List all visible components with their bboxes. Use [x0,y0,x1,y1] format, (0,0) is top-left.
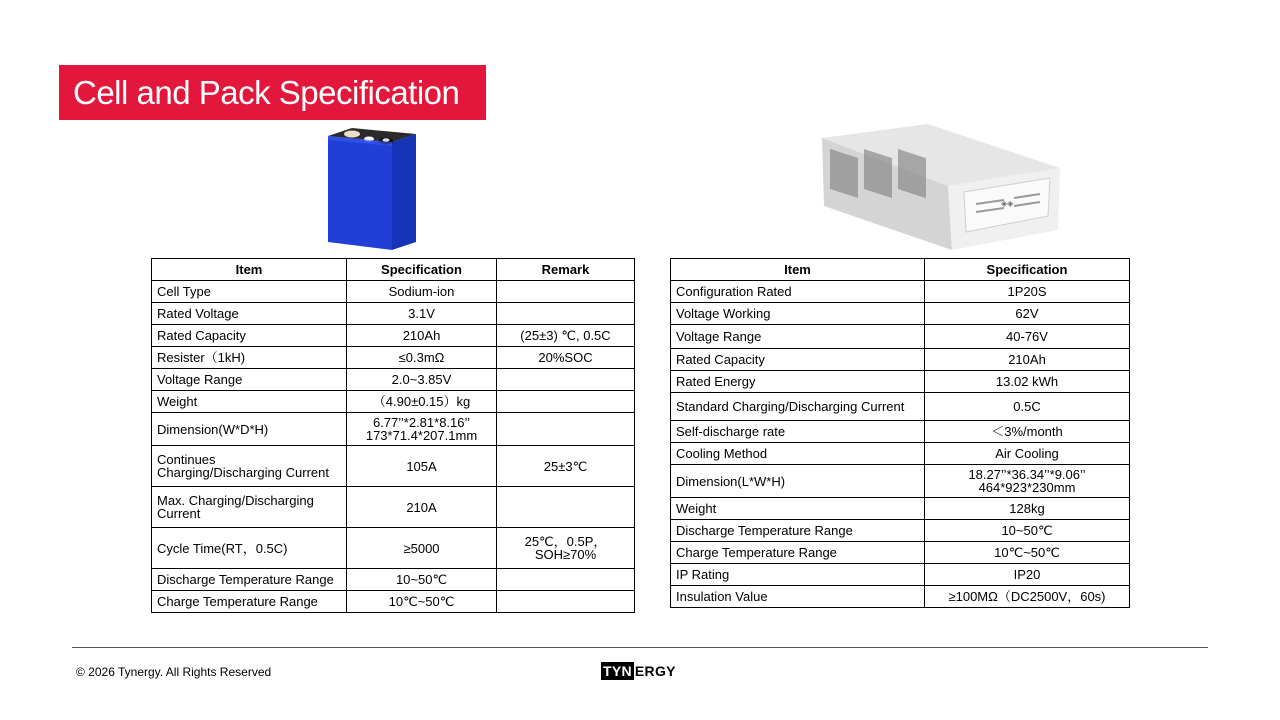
table-row [671,465,1130,498]
cell-spec: 18.27’’*36.34’’*9.06’’ 464*923*230mm [925,465,1130,498]
cell-item: Cycle Time(RT，0.5C) [152,528,347,569]
table-row [671,443,1130,465]
header-item: Item [671,259,925,281]
table-row [152,487,635,528]
header-specification: Specification [347,259,497,281]
cell-spec: 210Ah [347,325,497,347]
cell-item: Voltage Range [671,325,925,349]
table-row [671,281,1130,303]
table-row [671,542,1130,564]
page-title: Cell and Pack Specification [73,73,460,111]
svg-text:◈◈: ◈◈ [1001,199,1014,208]
table-row [152,569,635,591]
cell-spec: （4.90±0.15）kg [347,391,497,413]
cell-spec: 62V [925,303,1130,325]
cell-item: Voltage Working [671,303,925,325]
cell-item: Cooling Method [671,443,925,465]
battery-pack-image [818,120,1062,254]
table-row [671,303,1130,325]
cell-remark [497,591,635,613]
cell-spec: ≤0.3mΩ [347,347,497,369]
table-row [671,498,1130,520]
cell-spec: 3.1V [347,303,497,325]
cell-spec: ＜3%/month [925,421,1130,443]
cell-remark: 25±3℃ [497,446,635,487]
cell-spec: 6.77’’*2.81*8.16’’ 173*71.4*207.1mm [347,413,497,446]
table-row [671,349,1130,371]
title-banner [59,65,486,120]
cell-item: Dimension(L*W*H) [671,465,925,498]
cell-remark [497,369,635,391]
header-item: Item [152,259,347,281]
table-row [152,281,635,303]
cell-item: Max. Charging/Discharging Current [152,487,347,528]
table-row [152,303,635,325]
table-row [152,413,635,446]
table-row [152,446,635,487]
cell-item: Discharge Temperature Range [671,520,925,542]
table-row [671,564,1130,586]
cell-item: Standard Charging/Discharging Current [671,393,925,421]
cell-spec: 10~50℃ [347,569,497,591]
cell-spec: 105A [347,446,497,487]
table-row [671,421,1130,443]
table-row [152,528,635,569]
cell-item: Charge Temperature Range [152,591,347,613]
cell-item: Configuration Rated [671,281,925,303]
cell-spec: 128kg [925,498,1130,520]
cell-spec: 10~50℃ [925,520,1130,542]
cell-item: Rated Capacity [152,325,347,347]
copyright-text: © 2026 Tynergy. All Rights Reserved [76,665,272,679]
pack-spec-table [670,258,1130,608]
cell-remark [497,281,635,303]
table-header-row [671,259,1130,281]
table-row [152,391,635,413]
cell-spec: 13.02 kWh [925,371,1130,393]
cell-item: Discharge Temperature Range [152,569,347,591]
cell-spec: 40-76V [925,325,1130,349]
cell-remark: 25℃，0.5P， SOH≥70% [497,528,635,569]
logo-rest-text: ERGY [634,663,676,679]
cell-spec: 210A [347,487,497,528]
table-row [152,369,635,391]
header-remark: Remark [497,259,635,281]
cell-item: Rated Voltage [152,303,347,325]
footer-divider [72,647,1208,648]
cell-item: Rated Capacity [671,349,925,371]
cell-item: IP Rating [671,564,925,586]
cell-remark [497,569,635,591]
table-row [671,520,1130,542]
table-row [671,325,1130,349]
cell-spec: ≥100MΩ（DC2500V，60s) [925,586,1130,608]
cell-spec: Air Cooling [925,443,1130,465]
cell-spec: 10℃~50℃ [925,542,1130,564]
cell-item: Weight [671,498,925,520]
table-row [152,325,635,347]
cell-spec: ≥5000 [347,528,497,569]
cell-item: Charge Temperature Range [671,542,925,564]
cell-remark [497,413,635,446]
cell-item: Dimension(W*D*H) [152,413,347,446]
header-specification: Specification [925,259,1130,281]
cell-spec-table [151,258,635,613]
cell-spec: 210Ah [925,349,1130,371]
table-row [671,586,1130,608]
cell-spec: IP20 [925,564,1130,586]
table-row [671,393,1130,421]
cell-spec: 2.0~3.85V [347,369,497,391]
logo-boxed-text: TYN [603,663,632,679]
tynergy-logo [601,662,676,680]
cell-spec: 1P20S [925,281,1130,303]
cell-item: Insulation Value [671,586,925,608]
cell-item: Rated Energy [671,371,925,393]
cell-item: Continues Charging/Discharging Current [152,446,347,487]
cell-battery-image [322,124,422,252]
cell-item: Cell Type [152,281,347,303]
cell-remark [497,391,635,413]
cell-spec: Sodium-ion [347,281,497,303]
cell-remark: 20%SOC [497,347,635,369]
cell-remark [497,487,635,528]
cell-item: Voltage Range [152,369,347,391]
cell-item: Resister（1kH) [152,347,347,369]
table-row [152,347,635,369]
table-header-row [152,259,635,281]
cell-spec: 10℃~50℃ [347,591,497,613]
cell-remark: (25±3) ℃, 0.5C [497,325,635,347]
cell-item: Self-discharge rate [671,421,925,443]
cell-item: Weight [152,391,347,413]
table-row [152,591,635,613]
table-row [671,371,1130,393]
cell-spec: 0.5C [925,393,1130,421]
cell-remark [497,303,635,325]
